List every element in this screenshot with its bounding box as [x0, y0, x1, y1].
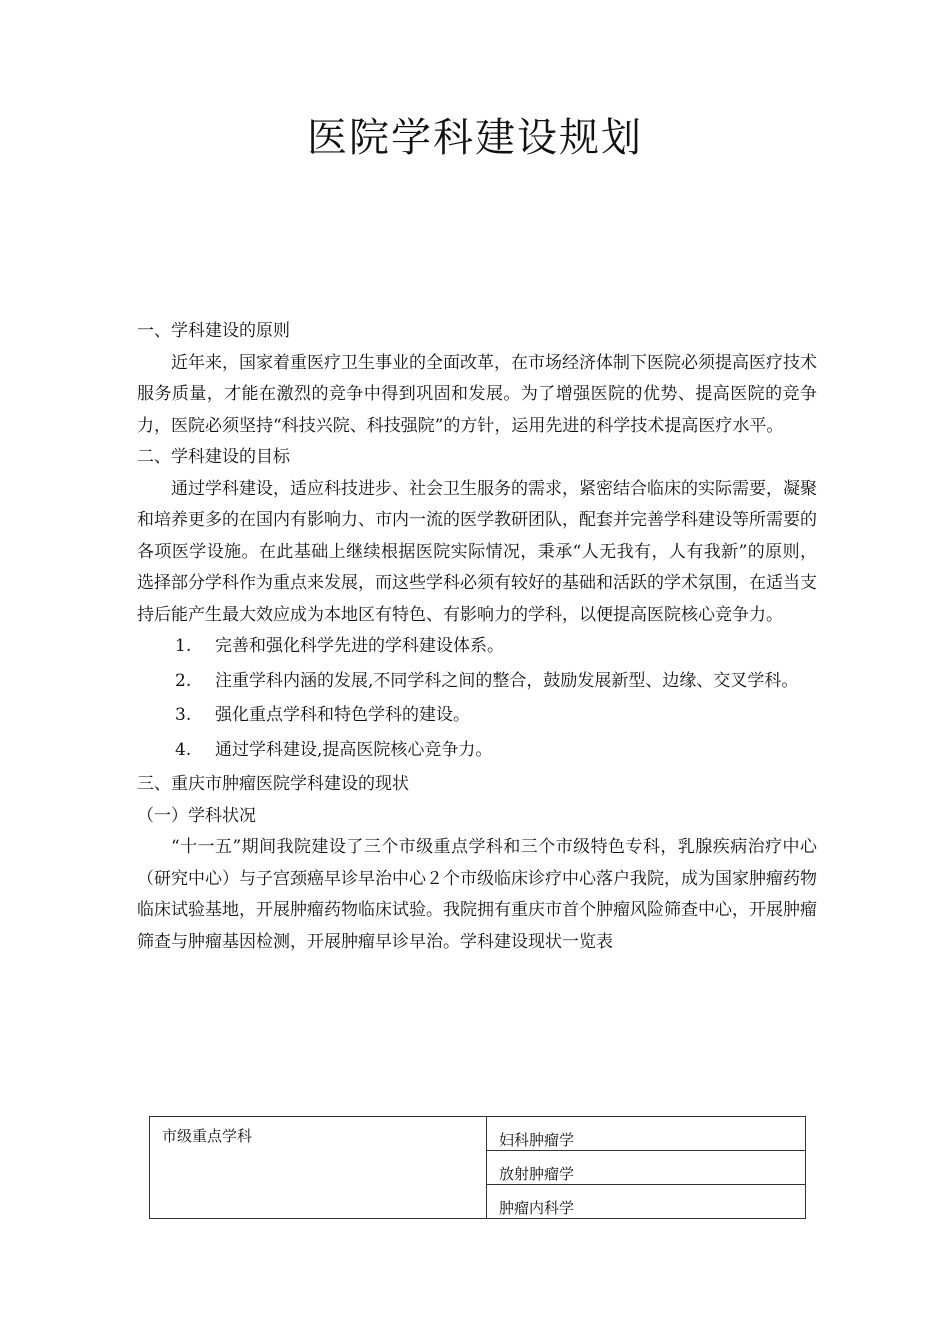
list-item — [137, 735, 817, 767]
list-item-number: 3. — [175, 705, 192, 725]
section-heading-principles: 一、学科建设的原则 — [137, 321, 290, 341]
goals-paragraph: 通过学科建设，适应科技进步、社会卫生服务的需求，紧密结合临床的实际需要，凝聚和培养更多的在国内有影响力、市内一流的医学教研团队，配套并完善学科建设等所需要的各项医学设施。在此基础上继续根据医院实际情况，秉承“人无我有，人有我新”的原则，选择部分学科作为重点来发展，而这些学科必须有较好的基础和活跃的学术氛围，在适当支持后能产生最大效应成为本地区有特色、有影响力的学科，以便提高医院核心竞争力。 — [137, 478, 817, 625]
list-item-text: 注重学科内涵的发展,不同学科之间的整合，鼓励发展新型、边缘、交叉学科。 — [215, 670, 799, 691]
goals-list — [137, 631, 817, 766]
list-item-number: 2. — [175, 670, 192, 691]
list-item — [137, 666, 817, 698]
principles-paragraph: 近年来，国家着重医疗卫生事业的全面改革，在市场经济体制下医院必须提高医疗技术服务质量，才能在激烈的竞争中得到巩固和发展。为了增强医院的优势、提高医院的竞争力，医院必须坚持“科技兴院、科技强院”的方针，运用先进的科学技术提高医疗水平。 — [137, 352, 817, 436]
discipline-table — [149, 1116, 806, 1219]
list-item-text: 通过学科建设,提高医院核心竞争力。 — [215, 739, 493, 760]
list-item — [137, 700, 817, 732]
table-row — [150, 1117, 806, 1151]
table-subject-cell: 放射肿瘤学 — [487, 1151, 806, 1185]
sub-heading-discipline-status: （一）学科状况 — [137, 805, 256, 826]
list-item-number: 1. — [175, 636, 192, 656]
table-subject-cell: 妇科肿瘤学 — [487, 1117, 806, 1151]
table-subject-cell: 肿瘤内科学 — [487, 1185, 806, 1219]
list-item-number: 4. — [175, 739, 192, 760]
section-heading-status: 三、重庆市肿瘤医院学科建设的现状 — [137, 774, 409, 794]
table-category-cell: 市级重点学科 — [150, 1117, 487, 1219]
list-item — [137, 631, 817, 663]
page-title: 医院学科建设规划 — [307, 115, 643, 161]
list-item-text: 强化重点学科和特色学科的建设。 — [215, 705, 470, 725]
document-body — [137, 316, 817, 958]
section-heading-goals: 二、学科建设的目标 — [137, 447, 290, 467]
list-item-text: 完善和强化科学先进的学科建设体系。 — [215, 636, 504, 656]
status-paragraph: “十一五”期间我院建设了三个市级重点学科和三个市级特色专科，乳腺疾病治疗中心（研究中心）与子宫颈癌早诊早治中心２个市级临床诊疗中心落户我院，成为国家肿瘤药物临床试验基地，开展肿瘤药物临床试验。我院拥有重庆市首个肿瘤风险筛查中心，开展肿瘤筛查与肿瘤基因检测，开展肿瘤早诊早治。学科建设现状一览表 — [137, 837, 817, 952]
